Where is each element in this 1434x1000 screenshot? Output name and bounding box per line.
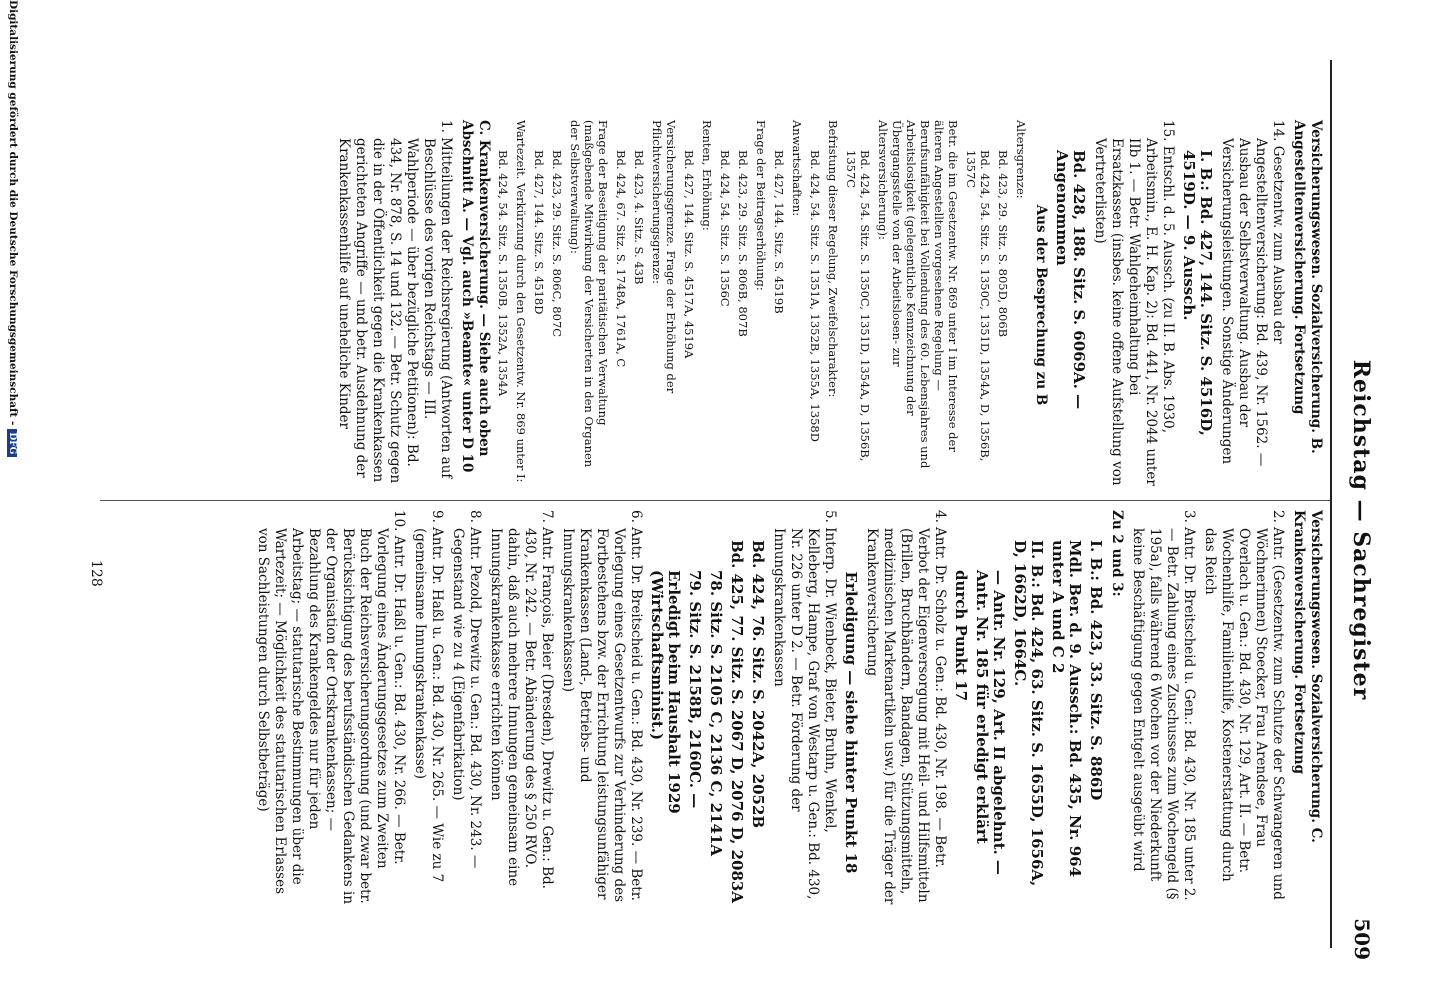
entry-text: Bd. 423, 29. Sitz. S. 805D, 806B — [996, 150, 1010, 338]
entry-text: Bd. 427, 144. Sitz. S. 4517A, 4519A — [682, 150, 696, 359]
entry-text: Versicherungsgrenze. Frage der Erhöhung der Pflichtversicherungsgrenze: — [650, 120, 678, 394]
entry-text: Erledigt beim Haushalt 1929 (Wirtschaftsminist.) — [648, 570, 683, 814]
page-number: 509 — [1350, 918, 1374, 960]
footer-page-number: 128 — [88, 560, 104, 587]
dfg-logo: DFG — [7, 429, 17, 457]
entry-text: Bd. 424, 54. Sitz. S. 1356C — [718, 150, 732, 307]
entry-text: Bd. 423, 29. Sitz. S. 806C, 807C — [550, 150, 564, 338]
entry-text: Renten, Erhöhung: — [700, 120, 714, 231]
entry-text: Versicherungswesen. Sozialversicherung. B. Angestelltenversicherung. Fortsetzung — [1291, 120, 1324, 454]
column-divider — [100, 500, 1330, 501]
entry-text: Zu 2 und 3: — [1109, 510, 1125, 597]
entry-text: 1. Mitteilungen der Reichsregierung (Antworten auf Beschlüsse des vorigen Reichstags — III. Wahlperiode — über bezügliche Petitionen): Bd. 434, Nr. 878, S. 14 und 132. — Betr. Schutz gegen die in der Öffentlichkeit gegen die Krankenkassen gerichteten Angriffe — und betr. Ausdehnung der Krankenkassenhilfe auf uneheliche Kinder — [336, 120, 454, 484]
entry-text: Bd. 423, 29. Sitz. S. 806B, 807B — [736, 150, 750, 337]
entry-text: Befristung dieser Regelung, Zweifelscharakter: — [826, 120, 840, 398]
entry-text: Bd. 424, 67. Sitz. S. 1748A, 1761A, C — [614, 150, 628, 368]
entry-text: 4. Antr. Dr. Scholz u. Gen.: Bd. 430, Nr. 198. — Betr. Verbot der Eigenversorgung mit Heil- und Hilfsmitteln (Brillen, Bruchbändern, Bandagen, Stützungsmitteln, medizinischen Markenartikeln usw.) für die Träger der Krankenversicherung — [864, 510, 948, 905]
entry-text: Bd. 427, 144. Sitz. S. 4519B — [772, 150, 786, 314]
entry-text: 78. Sitz. S. 2105 C, 2136 C, 2141A — [707, 570, 725, 857]
entry-text: Bd. 424, 54. Sitz. S. 1350B, 1352A, 1354A — [496, 150, 510, 397]
entry-text: Bd. 424, 54. Sitz. S. 1350C, 1351D, 1354A, D, 1356B, 1357C — [964, 150, 992, 462]
entry-text: Mdl. Ber. d. 9. Aussch.: Bd. 435, Nr. 964 unter A und C 2 — [1049, 540, 1084, 878]
right-column — [250, 510, 1324, 905]
entry-text: Bd. 424, 54. Sitz. S. 1350C, 1351D, 1354A, D, 1356B, 1357C — [844, 150, 872, 462]
entry-text: 14. Gesetzentw. zum Ausbau der Angestelltenversicherung: Bd. 439, Nr. 1562. — Ausbau der Selbstverwaltung. Ausbau der Versicherungsleistungen. Sonstige Änderungen — [1219, 120, 1286, 467]
entry-text: Frage der Beitragserhöhung: — [754, 120, 768, 291]
entry-text: Bd. 428, 188. Sitz. S. 6069A. — Angenommen — [1053, 150, 1088, 410]
entry-text: 6. Antr. Dr. Breitscheid u. Gen.: Bd. 430, Nr. 239. — Betr. Vorlegung eines Gesetzentwurfs zur Verhinderung des Fortbestehens bzw. der Errichtung leistungsunfähiger Krankenkassen (Land-, Betriebs- und Innungskrankenkassen) — [560, 510, 644, 903]
entry-text: Anwartschaften: — [790, 120, 804, 217]
entry-text: Aus der Besprechung zu B — [1033, 204, 1049, 406]
entry-text: C. Krankenversicherung. — Siehe auch oben Abschnitt A. — Vgl. auch »Beamte« unter D 10 — [459, 120, 492, 473]
entry-text: — Antr. Nr. 129, Art. II abgelehnt. — Antr. Nr. 185 für erledigt erklärt — [973, 570, 1008, 875]
footer-text: Digitalisierung gefördert durch die Deutsche Forschungsgemeinschaft - — [7, 0, 19, 426]
entry-text: 7. Antr. François, Beier (Dresden), Drewitz u. Gen.: Bd. 430, Nr. 242. — Betr. Abänderung des § 250 RVO. dahin, daß auch mehrere Innungen gemeinsam eine Innungskrankenkasse errichten können — [488, 510, 555, 889]
entry-text: 5. Interp. Dr. Wienbeck, Bieter, Bruhn, Wenkel, Kelleberg, Hampe, Graf von Westarp u. Gen.: Bd. 430, Nr. 226 unter D 2. — Betr. Förderung der Innungskrankenkassen — [771, 510, 838, 900]
entry-text: 15. Entschl. d. 5. Aussch. (zu II. B. Abs. 1930, Arbeitsmin., E. H. Kap. 2): Bd. 441, Nr. 2044 unter IIb 1. — Betr. Wahlgeheimhaltung bei Ersatzkassen (insbes. keine offene Aufstellung von Vertreterlisten) — [1092, 120, 1176, 486]
entry-text: durch Punkt 17 — [952, 570, 970, 702]
entry-text: I. B.: Bd. 423, 33. Sitz. S. 886D — [1087, 540, 1105, 801]
entry-text: Bd. 425, 77. Sitz. S. 2067 D, 2076 D, 2083A — [728, 540, 746, 904]
entry-text: 10. Antr. Dr. Haßl u. Gen.: Bd. 430, Nr. 266. — Betr. Vorlegung eines Änderungsgesetzes zum Zweiten Buch der Reichsversicherungsordnung (und zwar betr. Berücksichtigung des berufsständischen Gedankens in der Organisation der Ortskrankenkassen; — Bezahlung des Krankengeldes nur für jeden Arbeitstag; — statutarische Bestimmungen über die Wartezeit; — Möglichkeit des statutarischen Erlasses von Sachleistungen durch Selbstbeträge) — [255, 510, 407, 905]
entry-text: I. B.: Bd. 427, 144. Sitz. S. 4516D, 4519D. — 9. Aussch. — [1180, 150, 1215, 436]
entry-text: 3. Antr. Dr. Breitscheid u. Gen.: Bd. 430, Nr. 185 unter 2. — Betr. Zahlung eines Zuschusses zum Wochengeld (§ 195a), falls während 6 Wochen vor der Niederkunft keine Beschäftigung gegen Entgelt ausgeübt wird — [1130, 510, 1197, 901]
entry-text: 9. Antr. Dr. Haßl u. Gen.: Bd. 430, Nr. 265. — Wie zu 7 (gemeinsame Innungskrankenkasse) — [412, 510, 445, 883]
entry-text: II. B.: Bd. 424, 63. Sitz. S. 1655D, 1656A, D, 1662D, 1664C. — [1011, 540, 1046, 887]
entry-text: Bd. 423, 4. Sitz. S. 43B — [632, 150, 646, 285]
entry-text: 8. Antr. Pezold, Drewitz u. Gen.: Bd. 430, Nr. 243. — Gegenstand wie zu 4 (Eigenfabrikation) — [450, 510, 483, 869]
left-column — [331, 120, 1324, 490]
entry-text: Erledigung — siehe hinter Punkt 18 — [842, 571, 860, 874]
digitization-footer — [7, 0, 19, 1000]
entry-text: Bd. 424, 76. Sitz. S. 2042A, 2052B — [749, 540, 767, 829]
entry-text: Bd. 424, 54. Sitz. S. 1351A, 1352B, 1355A, 1358D — [808, 150, 822, 442]
entry-text: Bd. 427, 144. Sitz. S. 4518D — [532, 150, 546, 315]
entry-text: 2. Antr. (Gesetzentw. zum Schutze der Schwangeren und Wöchnerinnen) Stoecker, Frau Arendsee, Frau Overlach u. Gen.: Bd. 430, Nr. 129, Art. II. — Betr. Wochenhilfe, Familienhilfe, Kostenerstattung durch das Reich — [1202, 510, 1286, 900]
header-rule — [1330, 60, 1332, 948]
entry-text: Versicherungswesen. Sozialversicherung. C. Krankenversicherung. Fortsetzung — [1291, 510, 1324, 843]
entry-text: Frage der Beseitigung der paritätischen Verwaltung (maßgebende Mitwirkung der Versicherten in den Organen der Selbstverwaltung): — [568, 120, 610, 468]
entry-text: Wartezeit. Verkürzung durch den Gesetzentw. Nr. 869 unter I: — [514, 120, 528, 483]
entry-text: Altersgrenze: — [1014, 120, 1028, 199]
entry-text: Betr. die im Gesetzentw. Nr. 869 unter I im Interesse der älteren Angestellten vorgesehene Regelung — Berufsunfähigkeit bei Vollendung des 60. Lebensjahres und Arbeitslosigkeit (gelegentliche Kennzeichnung der Übergangsstelle von der Arbeitslosen- zur Altersversicherung): — [876, 120, 960, 469]
page-header — [1336, 0, 1376, 1000]
page-title: Reichstag — Sachregister — [1348, 359, 1374, 701]
entry-text: 79. Sitz. S. 2158B, 2160C. — — [686, 570, 704, 809]
